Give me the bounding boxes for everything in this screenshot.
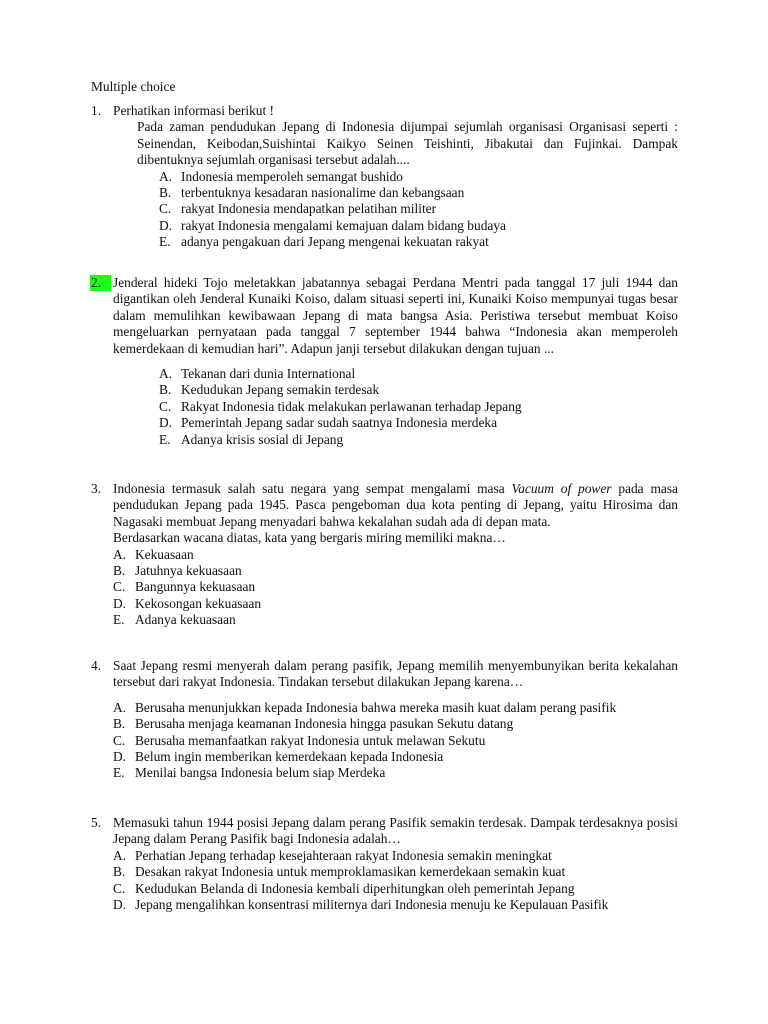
option-d: D. Pemerintah Jepang sadar sudah saatnya Indonesia merdeka xyxy=(159,415,498,431)
option-b: B. Berusaha menjaga keamanan Indonesia hingga pasukan Sekutu datang xyxy=(113,716,514,732)
option-e: E. Menilai bangsa Indonesia belum siap Merdeka xyxy=(113,765,386,781)
option-c: C. Berusaha memanfaatkan rakyat Indonesia untuk melawan Sekutu xyxy=(113,732,486,748)
question-number: 1. xyxy=(91,103,102,118)
question-5 xyxy=(91,815,678,913)
option-c: C. Rakyat Indonesia tidak melakukan perlawanan terhadap Jepang xyxy=(159,398,522,414)
option-b: B. Jatuhnya kekuasaan xyxy=(113,563,242,579)
option-d: D. Belum ingin memberikan kemerdekaan kepada Indonesia xyxy=(113,749,444,765)
option-d: D. Kekosongan kekuasaan xyxy=(113,595,262,611)
option-list xyxy=(113,848,678,914)
italic-term: Vacuum of power xyxy=(511,481,612,496)
question-number: 5. xyxy=(91,815,102,830)
option-b: B. terbentuknya kesadaran nasionalime dan kebangsaan xyxy=(159,185,465,201)
option-d: D. rakyat Indonesia mengalami kemajuan dalam bidang budaya xyxy=(159,217,506,233)
option-a: A. Berusaha menunjukkan kepada Indonesia bahwa mereka masih kuat dalam perang pasifik xyxy=(113,699,617,715)
option-list xyxy=(113,700,678,782)
section-heading: Multiple choice xyxy=(91,79,176,94)
option-b: B. Kedudukan Jepang semakin terdesak xyxy=(159,382,380,398)
option-e: E. Adanya kekuasaan xyxy=(113,612,236,628)
question-2 xyxy=(91,275,678,448)
question-passage: Pada zaman pendudukan Jepang di Indonesia dijumpai sejumlah organisasi Organisasi seperti : Seinendan, Keibodan,Suishintai Kaikyo Seinen Teishinti, Jibakutai dan Fujinkai. Dampak dibentuknya sejumlah organisasi tersebut adalah.... xyxy=(137,119,678,168)
option-a: A. Perhatian Jepang terhadap kesejahteraan rakyat Indonesia semakin meningkat xyxy=(113,847,552,863)
question-number: 4. xyxy=(91,658,102,673)
question-number: 3. xyxy=(91,481,102,496)
question-text: Perhatikan informasi berikut ! xyxy=(113,103,275,118)
option-a: A. Kekuasaan xyxy=(113,546,194,562)
option-c: C. Kedudukan Belanda di Indonesia kembali diperhitungkan oleh pemerintah Jepang xyxy=(113,880,575,896)
question-text: Indonesia termasuk salah satu negara yang sempat mengalami masa Vacuum of power pada masa pendudukan Jepang pada 1945. Pasca pengeboman dua kota penting di Jepang, yaitu Hirosima dan Nagasaki membuat Jepang menyadari bahwa kekalahan sudah ada di depan mata. xyxy=(113,481,678,529)
option-list xyxy=(159,169,678,251)
question-3 xyxy=(91,481,678,629)
question-text: Memasuki tahun 1944 posisi Jepang dalam perang Pasifik semakin terdesak. Dampak terdesaknya posisi Jepang dalam Perang Pasifik bagi Indonesia adalah… xyxy=(113,815,678,847)
option-a: A. Tekanan dari dunia International xyxy=(159,366,356,382)
option-e: E. Adanya krisis sosial di Jepang xyxy=(159,431,344,447)
option-e: E. adanya pengakuan dari Jepang mengenai kekuatan rakyat xyxy=(159,234,489,250)
question-4 xyxy=(91,658,678,782)
question-number-highlighted: 2. xyxy=(90,275,111,291)
option-b: B. Desakan rakyat Indonesia untuk memproklamasikan kemerdekaan semakin kuat xyxy=(113,864,566,880)
question-text: Saat Jepang resmi menyerah dalam perang pasifik, Jepang memilih menyembunyikan berita kekalahan tersebut dari rakyat Indonesia. Tindakan tersebut dilakukan Jepang karena… xyxy=(113,658,678,690)
option-a: A. Indonesia memperoleh semangat bushido xyxy=(159,168,404,184)
option-c: C. rakyat Indonesia mendapatkan pelatihan militer xyxy=(159,201,437,217)
question-prompt: Berdasarkan wacana diatas, kata yang bergaris miring memiliki makna… xyxy=(113,530,506,546)
option-c: C. Bangunnya kekuasaan xyxy=(113,579,256,595)
question-text: Jenderal hideki Tojo meletakkan jabatannya sebagai Perdana Mentri pada tanggal 17 juli 1944 dan digantikan oleh Jenderal Kunaiki Koiso, dalam situasi seperti ini, Kunaiki Koiso mempunyai tugas besar dalam memulihkan kewibawaan Jepang di mata bangsa Asia. Peristiwa tersebut membuat Koiso mengeluarkan pernyataan pada tanggal 7 september 1944 bahwa “Indonesia akan memperoleh kemerdekaan di kemudian hari”. Adapun janji tersebut dilakukan dengan tujuan ... xyxy=(113,275,678,356)
option-list xyxy=(159,366,678,448)
option-list xyxy=(113,547,678,629)
option-d: D. Jepang mengalihkan konsentrasi militernya dari Indonesia menuju ke Kepulauan Pasifik xyxy=(113,897,609,913)
question-1 xyxy=(91,103,678,251)
